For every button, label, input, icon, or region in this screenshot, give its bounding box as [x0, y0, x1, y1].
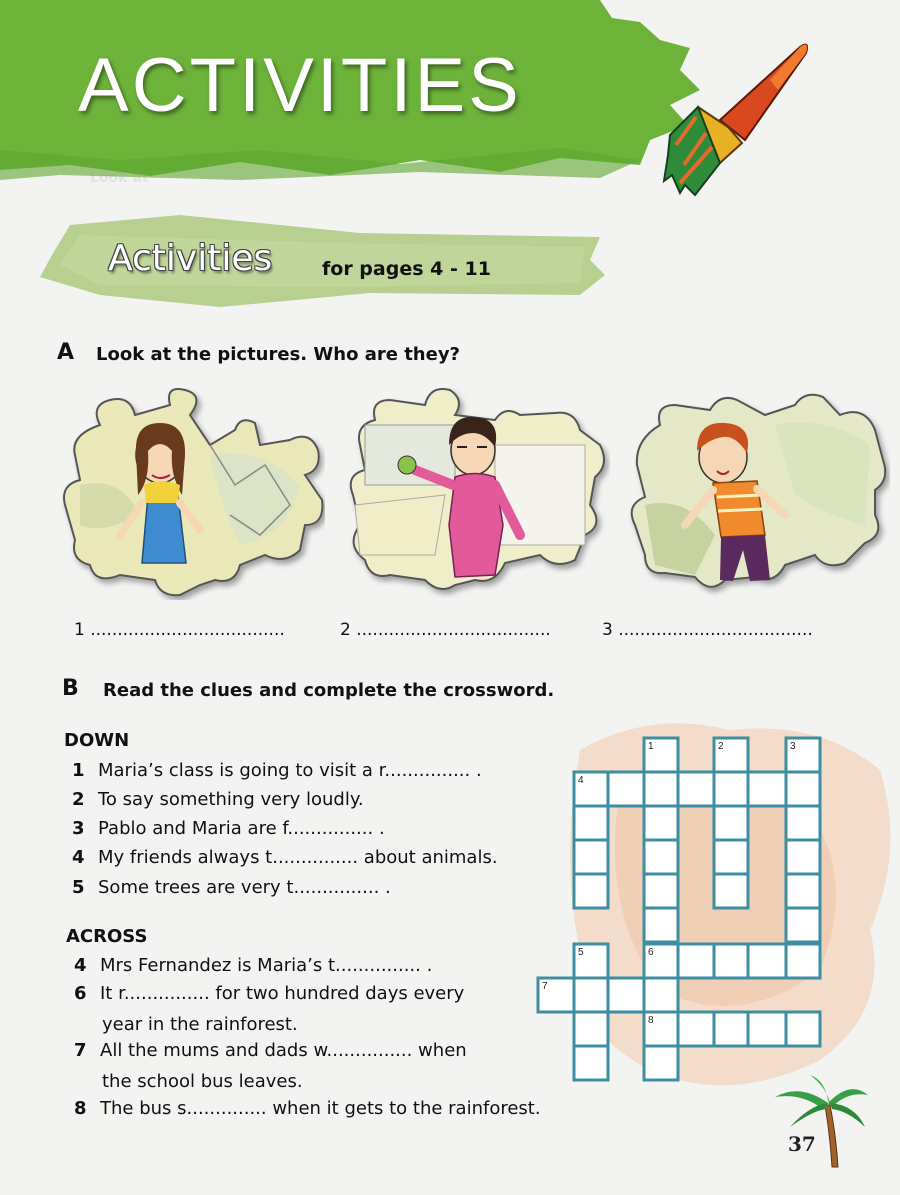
clue-number: 7 [74, 1040, 87, 1061]
clue-number: 4 [74, 955, 87, 976]
section-b-instruction: Read the clues and complete the crossword. [103, 680, 555, 701]
down-clue-3 [72, 820, 385, 838]
across-clue-8 [74, 1100, 541, 1118]
down-clue-4 [72, 849, 498, 867]
section-a-instruction: Look at the pictures. Who are they? [96, 344, 460, 365]
clue-text: It r............... for two hundred days every [100, 983, 465, 1004]
page-title: ACTIVITIES [78, 43, 522, 128]
puzzle-picture-girl [60, 385, 325, 600]
across-clue-7 [74, 1042, 467, 1060]
crossword-number-1: 1 [648, 741, 654, 752]
clue-number: 3 [72, 818, 85, 839]
crossword-number-7: 7 [542, 981, 548, 992]
down-clue-5 [72, 879, 391, 897]
crossword-number-3: 3 [790, 741, 796, 752]
crossword-number-4: 4 [578, 775, 584, 786]
crossword-number-5: 5 [578, 947, 584, 958]
section-b-letter: B [62, 676, 79, 701]
page-number: 37 [788, 1132, 816, 1156]
section-page-range: for pages 4 - 11 [322, 258, 491, 280]
crossword-number-6: 6 [648, 947, 654, 958]
clue-number: 8 [74, 1098, 87, 1119]
clue-text: All the mums and dads w............... when [100, 1040, 467, 1061]
clue-number: 1 [72, 760, 85, 781]
crossword-number-8: 8 [648, 1015, 654, 1026]
down-clue-2 [72, 791, 364, 809]
across-clue-6-continuation: year in the rainforest. [102, 1014, 298, 1035]
section-title: Activities [108, 238, 273, 279]
crossword-number-2: 2 [718, 741, 724, 752]
clue-number: 5 [72, 877, 85, 898]
section-a-letter: A [57, 340, 75, 365]
down-clue-1 [72, 762, 482, 780]
clue-text: Maria’s class is going to visit a r............... . [98, 760, 482, 781]
clue-number: 2 [72, 789, 85, 810]
bleed-through-text: Look at [90, 170, 149, 186]
across-clue-7-continuation: the school bus leaves. [102, 1071, 303, 1092]
across-heading: ACROSS [66, 926, 148, 947]
palm-tree-icon [770, 1075, 870, 1170]
across-clue-4 [74, 957, 432, 975]
answer-line-2[interactable]: 2 .................................... [340, 620, 551, 640]
clue-text: Some trees are very t............... . [98, 877, 391, 898]
down-heading: DOWN [64, 730, 130, 751]
clue-number: 4 [72, 847, 85, 868]
answer-line-1[interactable]: 1 .................................... [74, 620, 285, 640]
paintbrush-icon [650, 35, 820, 200]
clue-number: 6 [74, 983, 87, 1004]
clue-text: The bus s.............. when it gets to the rainforest. [100, 1098, 541, 1119]
clue-text: To say something very loudly. [98, 789, 364, 810]
puzzle-picture-boy [625, 385, 890, 600]
across-clue-6 [74, 985, 464, 1003]
clue-text: Pablo and Maria are f............... . [98, 818, 385, 839]
crossword-grid[interactable] [520, 700, 900, 1090]
answer-line-3[interactable]: 3 .................................... [602, 620, 813, 640]
clue-text: Mrs Fernandez is Maria’s t............... . [100, 955, 433, 976]
puzzle-picture-woman [345, 385, 610, 600]
clue-text: My friends always t............... about animals. [98, 847, 498, 868]
